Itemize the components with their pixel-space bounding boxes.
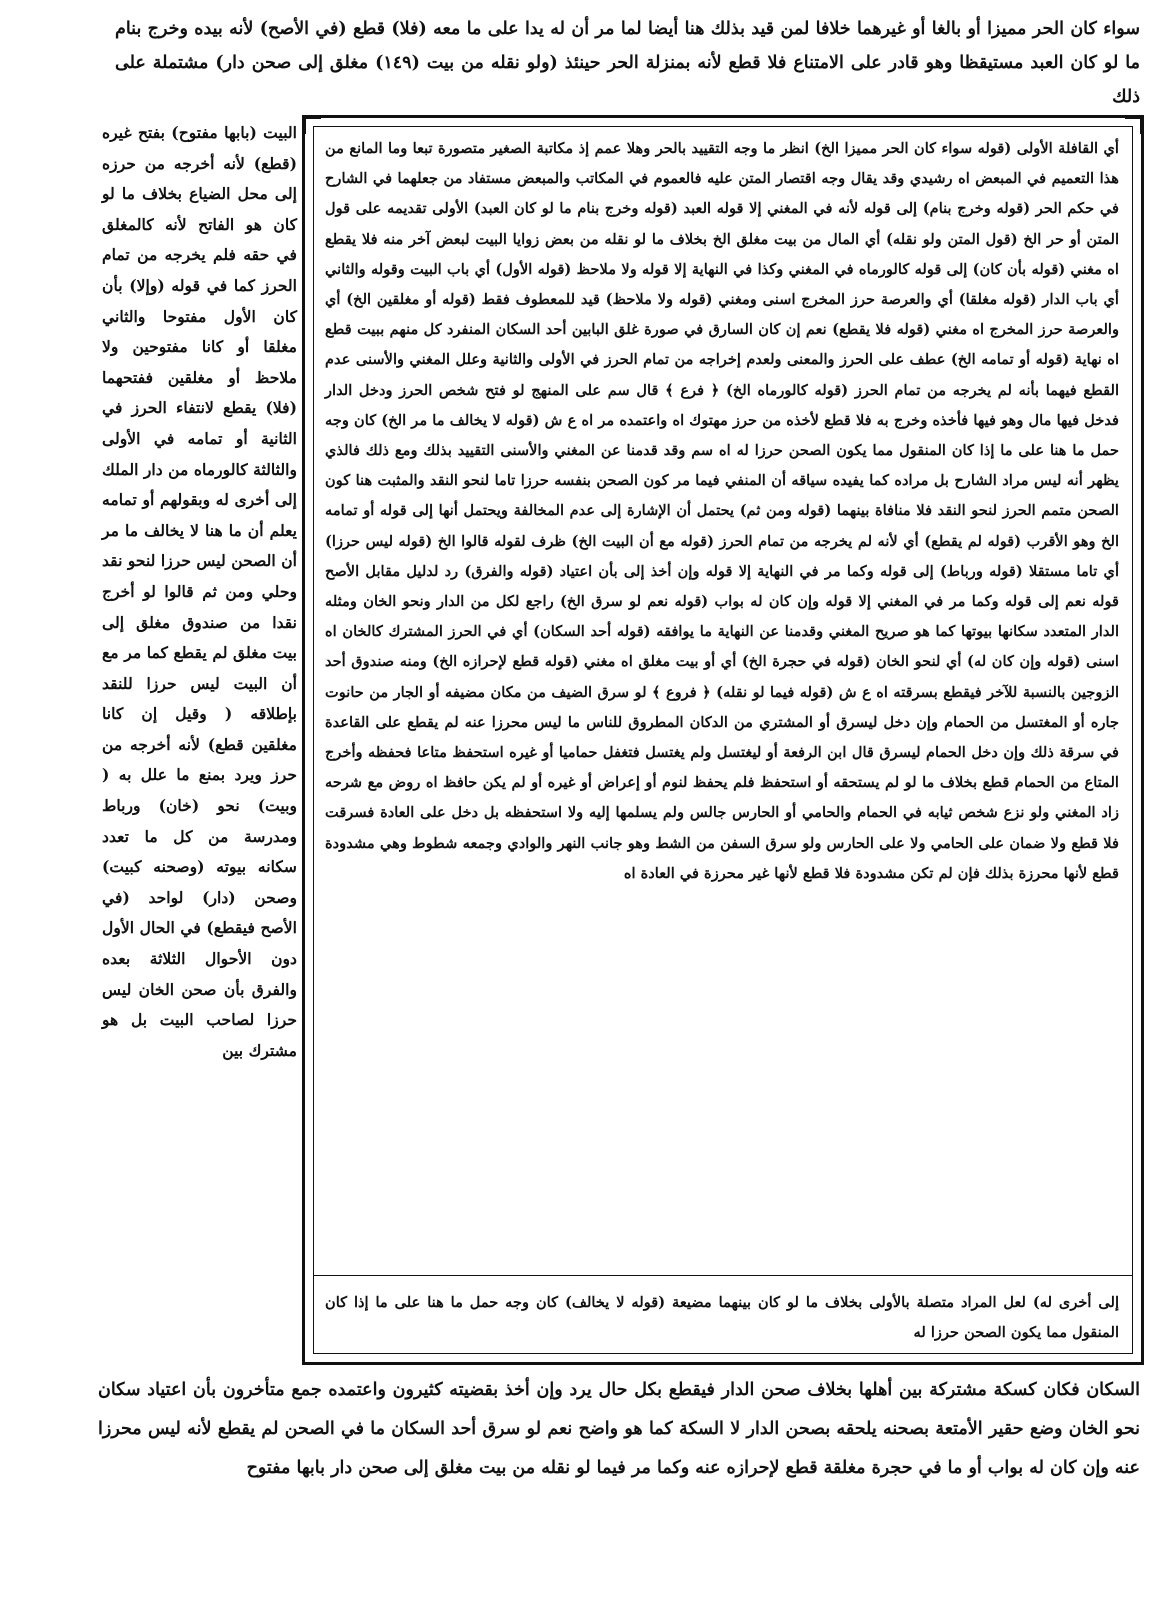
- hashiya-frame: [302, 115, 1144, 1365]
- frame-corner-ornament: [1123, 116, 1143, 136]
- hashiya-footer-text: إلى أخرى له) لعل المراد متصلة بالأولى بخلاف ما لو كان بينهما مضيعة (قوله لا يخالف) كان وجه حمل ما هنا على ما إذا كان المنقول مما يكون الصحن حرزا له: [325, 1294, 1119, 1341]
- frame-separator-line: [313, 1275, 1133, 1276]
- hashiya-text: أي القافلة الأولى (قوله سواء كان الحر مميزا الخ) انظر ما وجه التقييد بالحر وهلا عمم إذ مكاتبة الصغير متصورة تبعا وما المانع من هذا التعميم في المبعض اه رشيدي وقد يقال وجه اقتصار المتن عليه فالعموم في المكاتب والمبعض مستفاد من جعلهما في الشارح في حكم الحر (قوله وخرج بنام) إلى قوله لأنه في المغني إلا قوله العبد (قوله وخرج بنام ما لو كان العبد) الأولى تقديمه على قول المتن أو حر الخ (قول المتن ولو نقله) أي المال من بيت مغلق الخ بخلاف ما لو نقله من بعض زوايا البيت لبعض آخر منه فلا يقطع اه مغني (قوله بأن كان) إلى قوله كالورماه في المغني وكذا في النهاية إلا قوله ولا ملاحظ (قوله الأول) أي باب البيت وقوله والثاني أي باب الدار (قوله مغلقا) أي والعرصة حرز المخرج اسنى ومغني (قوله ولا ملاحظ) قيد للمعطوف فقط (قوله أو مغلقين الخ) أي والعرصة حرز المخرج اه مغني (قوله فلا يقطع) نعم إن كان السارق في صورة غلق البابين أحد السكان المنفرد كل منهم ببيت قطع اه نهاية (قوله أو تمامه الخ) عطف على الحرز والمعنى ولعدم إخراجه من تمام الحرز في الأولى والثانية وعلل المغني والأسنى عدم القطع فيهما بأنه لم يخرجه من تمام الحرز (قوله كالورماه الخ) ﴿ فرع ﴾ قال سم على المنهج لو فتح شخص الحرز ودخل الدار فدخل فيها مال وهو فيها فأخذه وخرج به فلا قطع لأخذه من حرز مهتوك اه واعتمده مر اه ع ش (قوله لا يخالف ما مر الخ) كان وجه حمل ما هنا على ما إذا كان المنقول مما يكون الصحن حرزا له اه سم وقد قدمنا عن المغني والأسنى التقييد بذلك ومع ذلك فالذي يظهر أنه ليس مراد الشارح بل مراده كما يفيده سياقه أن المنفي فيما مر كون الصحن بنفسه حرزا تاما لنحو النقد والمثبت هنا كون الصحن متمم الحرز لنحو النقد فلا منافاة بينهما (قوله ومن ثم) يحتمل أن الإشارة إلى عدم المخالفة ويحتمل أنها إلى قوله أو تمامه الخ وهو الأقرب (قوله لم يقطع) أي لأنه لم يخرجه من تمام الحرز (قوله مع أن البيت الخ) ظرف لقوله قالوا الخ (قوله ليس حرزا) أي تاما مستقلا (قوله ورباط) إلى قوله وكما مر في النهاية إلا قوله وإن أخذ إلى بأن اعتياد (قوله والفرق) رد لدليل مقابل الأصح قوله نعم إلى قوله وكما مر في المغني إلا قوله وإن كان له بواب (قوله نعم لو سرق الخ) راجع لكل من الدار ونحو الخان ومثله الدار المتعدد سكانها بيوتها كما هو صريح المغني وقدمنا عن النهاية ما يوافقه (قوله أحد السكان) أي في الحرز المشترك كالخان اه اسنى (قوله وإن كان له) أي لنحو الخان (قوله في حجرة الخ) أي أو بيت مغلق اه مغني (قوله قطع لإحرازه الخ) ومنه صندوق أحد الزوجين بالنسبة للآخر فيقطع بسرقته اه ع ش (قوله فيما لو نقله) ﴿ فروع ﴾ لو سرق الضيف من مكان مضيفه أو الجار من حانوت جاره أو المغتسل من الحمام وإن دخل ليسرق أو المشتري من الدكان المطروق للناس ما ليس محرزا عنه لم يقطع على القاعدة في سرقة ذلك وإن دخل الحمام ليسرق قال ابن الرفعة أو ليغتسل ولم يغتسل فتغفل حماميا أو غيره استحفظ متاعا فحفظه وأخرج المتاع من الحمام قطع بخلاف ما لو لم يستحقه أو استحفظ فلم يحفظ لنوم أو إعراض أو غيره أو لم يكن حافظ اه روض مع شرحه زاد المغني ولو نزع شخص ثيابه في الحمام والحامي أو الحارس جالس ولم يسلمها إليه ولا استحفظه بل دخل على العادة فسرقت فلا قطع ولا ضمان على الحامي ولا على الحارس ولو سرق السفن من الشط وهو جانب النهر والوادي وجمعه شطوط وهي مشدودة قطع لأنها محرزة بذلك فإن لم تكن مشدودة فلا قطع لأنها غير محرزة في العادة اه: [325, 140, 1119, 882]
- side-sharh-text: البيت (بابها مفتوح) بفتح غيره (قطع) لأنه أخرجه من حرزه إلى محل الضياع بخلاف ما لو كان هو الفاتح لأنه كالمغلق في حقه فلم يخرجه من تمام الحرز كما في قوله (وإلا) بأن كان الأول مفتوحا والثاني مغلقا أو كانا مفتوحين ولا ملاحظ أو مغلقين ففتحهما (فلا) يقطع لانتفاء الحرز في الثانية أو تمامه في الأولى والثالثة كالورماه من دار الملك إلى أخرى له وبقولهم أو تمامه يعلم أن ما هنا لا يخالف ما مر أن الصحن ليس حرزا لنحو نقد وحلي ومن ثم قالوا لو أخرج نقدا من صندوق مغلق إلى بيت مغلق لم يقطع كما مر مع أن البيت ليس حرزا للنقد بإطلاقه ( وقيل إن كانا مغلقين قطع) لأنه أخرجه من حرز ويرد بمنع ما علل به ( وبيت) نحو (خان) ورباط ومدرسة من كل ما تعدد سكانه بيوته (وصحنه كبيت) وصحن (دار) لواحد (في الأصح فيقطع) في الحال الأول دون الأحوال الثلاثة بعده والفرق بأن صحن الخان ليس حرزا لصاحب البيت بل هو مشترك بين: [102, 123, 297, 1060]
- bottom-sharh-text: السكان فكان كسكة مشتركة بين أهلها بخلاف صحن الدار فيقطع بكل حال يرد وإن أخذ بقضيته كثيرون واعتمده جمع متأخرون بأن اعتياد سكان نحو الخان وضع حقير الأمتعة بصحنه يلحقه بصحن الدار لا السكة كما هو واضح نعم لو سرق أحد السكان ما في الصحن لم يقطع لأنه ليس محرزا عنه وإن كان له بواب أو ما في حجرة مغلقة قطع لإحرازه عنه وكما مر فيما لو نقله من بيت مغلق إلى صحن دار بابها مفتوح: [98, 1380, 1140, 1478]
- top-matn-text: سواء كان الحر مميزا أو بالغا أو غيرهما خلافا لمن قيد بذلك هنا أيضا لما مر أن له يدا على ما معه (فلا) قطع (في الأصح) لأنه بيده وخرج بنام ما لو كان العبد مستيقظا وهو قادر على الامتناع فلا قطع لأنه بمنزلة الحر حينئذ (ولو نقله من بيت (١٤٩) مغلق إلى صحن دار) مشتملة على ذلك: [115, 19, 1140, 107]
- frame-corner-ornament: [303, 116, 323, 136]
